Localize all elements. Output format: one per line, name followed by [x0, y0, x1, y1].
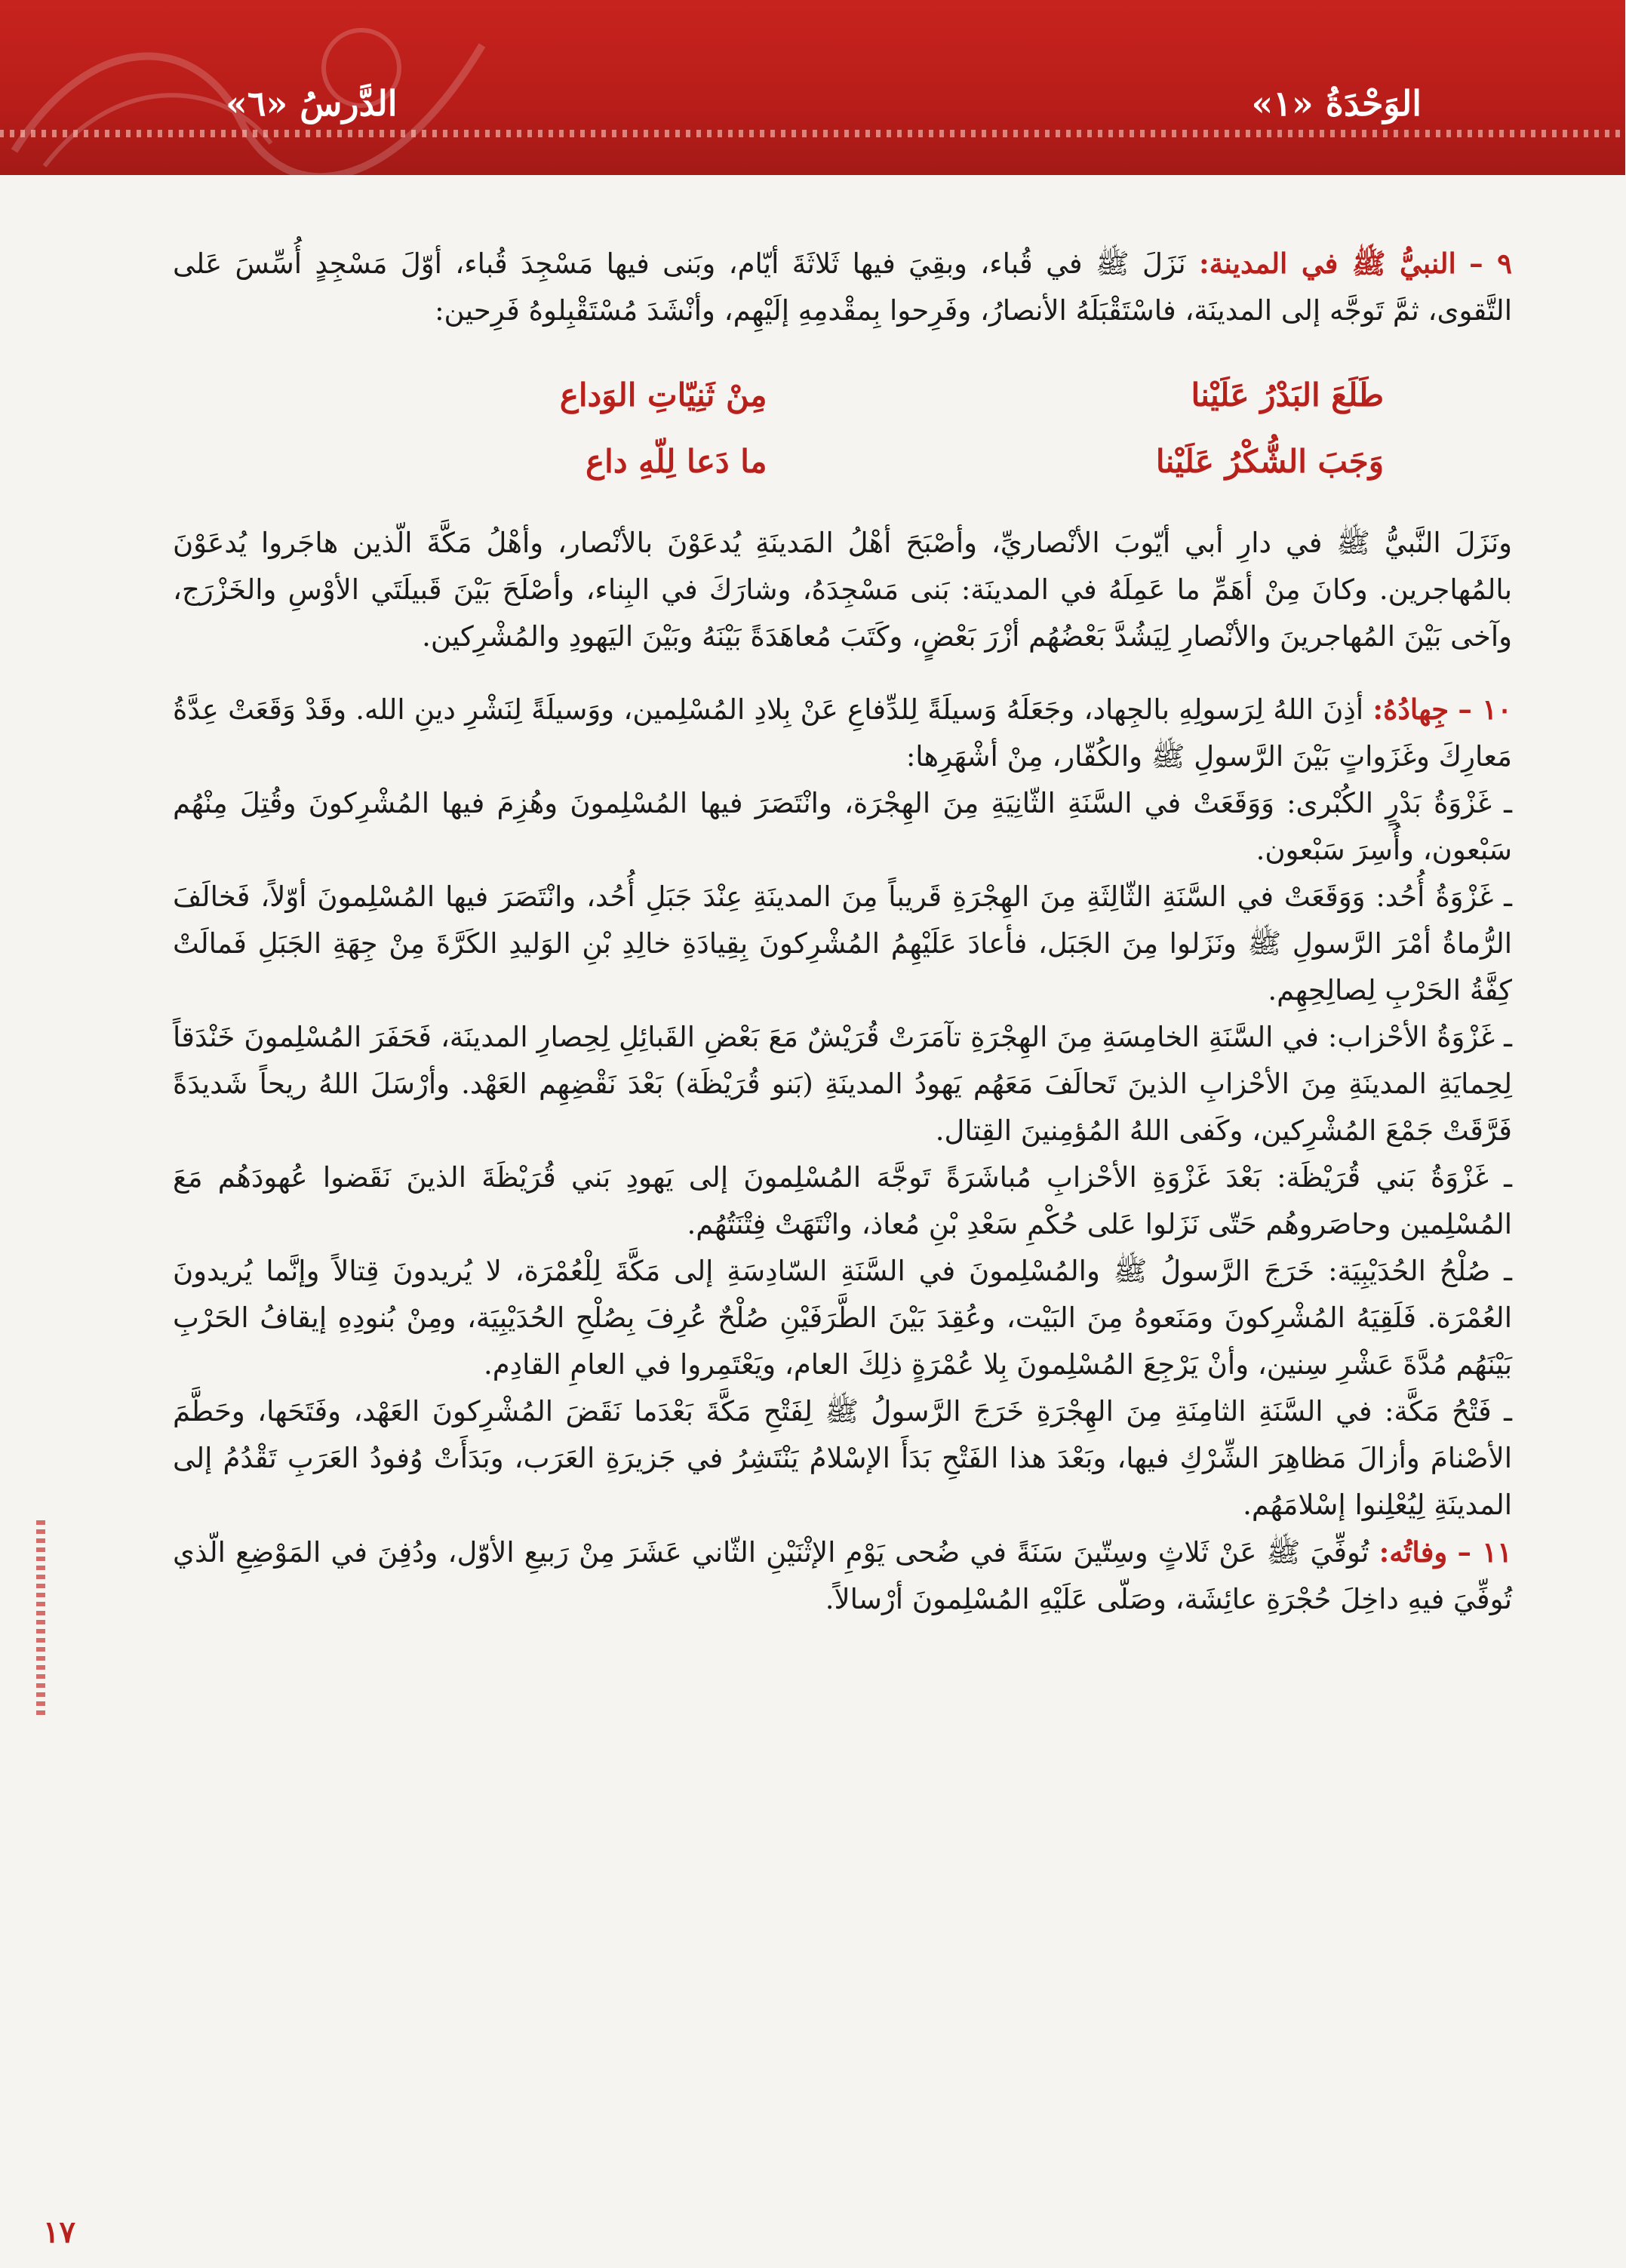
page-number: ١٧ [44, 2214, 76, 2250]
poem-verse: وَجَبَ الشُّكْرُ عَلَيْنا [1156, 443, 1385, 480]
list-item: ـ غَزْوَةُ بَني قُرَيْظَة: بَعْدَ غَزْوَةِ الأحْزابِ مُباشَرَةً تَوجَّهَ المُسْلِمونَ إلى يَهودِ بَني قُرَيْظَةَ الذينَ نَقَضوا عُهودَهُم مَعَ المُسْلِمين وحاصَروهُم حَتّى نَزَلوا عَلى حُكْمِ سَعْدِ بْنِ مُعاذ، وانْتَهَتْ فِتْنَتُهُم. [174, 1154, 1513, 1248]
unit-title: الوَحْدَةُ «١» [1252, 83, 1422, 124]
section-heading: وفاتُه: [1379, 1535, 1449, 1569]
section-text: أذِنَ اللهُ لِرَسولِهِ بالجِهاد، وجَعَلَهُ وَسيلَةً لِلدِّفاعِ عَنْ بِلادِ المُسْلِمين، ووَسيلَةً لِنَشْرِ دينِ الله. وقَدْ وَقَعَتْ عِدَّةُ مَعارِكَ وغَزَواتٍ بَيْنَ الرَّسولِ ﷺ والكُفّار، مِنْ أشْهَرِها: [174, 693, 1513, 773]
section-heading: النبيُّ ﷺ في المدينة: [1200, 247, 1457, 280]
section-number: ١٠ – [1458, 693, 1513, 726]
list-item: ـ فَتْحُ مَكَّة: في السَّنَةِ الثامِنَةِ مِنَ الهِجْرَةِ خَرَجَ الرَّسولُ ﷺ لِفَتْحِ مَكَّةَ بَعْدَما نَقَضَ المُشْرِكونَ العَهْد، وفَتَحَها، وحَطَّمَ الأصْنامَ وأزالَ مَظاهِرَ الشِّرْكِ فيها، وبَعْدَ هذا الفَتْحِ بَدَأَ الإسْلامُ يَنْتَشِرُ في جَزيرَةِ العَرَب، وبَدَأَتْ وُفودُ العَرَبِ تَقْدُمُ إلى المدينَةِ لِيُعْلِنوا إسْلامَهُم. [174, 1388, 1513, 1529]
banner-border [0, 130, 1626, 137]
header-banner [0, 0, 1626, 175]
section-text: تُوفِّيَ ﷺ عَنْ ثَلاثٍ وسِتّينَ سَنَةً في ضُحى يَوْمِ الإثْنَيْنِ الثّاني عَشَرَ مِنْ رَبيعِ الأوّل، ودُفِنَ في المَوْضِعِ الّذي تُوفِّيَ فيهِ داخِلَ حُجْرَةِ عائِشَة، وصَلّى عَلَيْهِ المُسْلِمونَ أرْسالاً. [174, 1536, 1513, 1615]
section-text: نَزَلَ ﷺ في قُباء، وبقِيَ فيها ثَلاثَةَ أيّام، وبَنى فيها مَسْجِدَ قُباء، أوّلَ مَسْجِدٍ أُسِّسَ عَلى التَّقوى، ثمَّ تَوجَّه إلى المدينَة، فاسْتَقْبَلَهُ الأنصارُ، وفَرِحوا بِمقْدمِهِ إلَيْهِم، وأنْشَدَ مُسْتَقْبِلوهُ فَرِحين: [174, 247, 1513, 327]
list-item: ـ غَزْوَةُ أُحُد: وَوَقَعَتْ في السَّنَةِ الثّالِثَةِ مِنَ الهِجْرَةِ قَريباً مِنَ المدينَةِ عِنْدَ جَبَلِ أُحُد، وانْتَصَرَ فيها المُسْلِمونَ أوّلاً، فَخالَفَ الرُّماةُ أمْرَ الرَّسولِ ﷺ ونَزَلوا مِنَ الجَبَل، فأعادَ عَلَيْهِمُ المُشْرِكونَ بِقِيادَةِ خالِدِ بْنِ الوَليدِ الكَرَّةَ مِنْ جِهَةِ الجَبَلِ فَمالَتْ كِفَّةُ الحَرْبِ لِصالِحِهِم. [174, 874, 1513, 1014]
list-item: ـ صُلْحُ الحُدَيْبِيَة: خَرَجَ الرَّسولُ ﷺ والمُسْلِمونَ في السَّنَةِ السّادِسَةِ إلى مَكَّةَ لِلْعُمْرَة، لا يُريدونَ قِتالاً وإنَّما يُريدونَ العُمْرَة. فَلَقِيَهُ المُشْرِكونَ ومَنَعوهُ مِنَ البَيْت، وعُقِدَ بَيْنَ الطَّرَفَيْنِ صُلْحٌ عُرِفَ بِصُلْحِ الحُدَيْبِيَة، ومِنْ بُنودِهِ إيقافُ الحَرْبِ بَيْنَهُم مُدَّةَ عَشْرِ سِنين، وأنْ يَرْجِعَ المُسْلِمونَ بِلا عُمْرَةٍ ذلِكَ العام، ويَعْتَمِروا في العامِ القادِم. [174, 1248, 1513, 1388]
sidebar [0, 528, 83, 1962]
poem-verse: مِنْ ثَنِيّاتِ الوَداع [560, 376, 768, 413]
main-content [174, 240, 1513, 1649]
section-heading: جِهادُهُ: [1373, 693, 1450, 726]
section-10 [174, 686, 1513, 780]
lesson-title: الدَّرسُ «٦» [226, 83, 398, 124]
sidebar-divider [37, 1520, 46, 1716]
list-item: ـ غَزْوَةُ بَدْرٍ الكُبْرى: وَوَقَعَتْ في السَّنَةِ الثّانِيَةِ مِنَ الهِجْرَة، وانْتَصَرَ فيها المُسْلِمونَ وهُزِمَ فيها المُشْرِكونَ وقُتِلَ مِنْهُم سَبْعون، وأُسِرَ سَبْعون. [174, 780, 1513, 874]
poem [174, 360, 1513, 512]
poem-verse: ما دَعا لِلّهِ داع [586, 443, 768, 480]
section-9-continued: ونَزَلَ النَّبيُّ ﷺ في دارِ أبي أيّوبَ الأنْصاريِّ، وأصْبَحَ أهْلُ المَدينَةِ يُدعَوْنَ بالأنْصار، وأهْلُ مَكَّةَ الّذين هاجَروا يُدعَوْنَ بالمُهاجرين. وكانَ مِنْ أهَمِّ ما عَمِلَهُ في المدينَة: بَنى مَسْجِدَهُ، وشارَكَ في البِناء، وأصْلَحَ بَيْنَ قَبيلَتَي الأوْسِ والخَزْرَج، وآخى بَيْنَ المُهاجرينَ والأنْصارِ لِيَشُدَّ بَعْضُهُم أزْرَ بَعْضٍ، وكَتَبَ مُعاهَدَةً بَيْنَهُ وبَيْنَ اليَهودِ والمُشْرِكين. [174, 527, 1513, 653]
section-11 [174, 1529, 1513, 1623]
section-9 [174, 240, 1513, 334]
list-item: ـ غَزْوَةُ الأحْزاب: في السَّنَةِ الخامِسَةِ مِنَ الهِجْرَةِ تآمَرَتْ قُرَيْشٌ مَعَ بَعْضِ القَبائِلِ لِحِصارِ المدينَة، فَحَفَرَ المُسْلِمونَ خَنْدَقاً لِحِمايَةِ المدينَةِ مِنَ الأحْزابِ الذينَ تَحالَفَ مَعَهُم يَهودُ المدينَةِ (بَنو قُرَيْظَة) بَعْدَ نَقْضِهِم العَهْد. وأرْسَلَ اللهُ ريحاً شَديدَةً فَرَّقَتْ جَمْعَ المُشْرِكين، وكَفى اللهُ المُؤمِنينَ القِتال. [174, 1014, 1513, 1154]
section-number: ١١ – [1458, 1535, 1513, 1569]
poem-verse: طَلَعَ البَدْرُ عَلَيْنا [1191, 376, 1385, 413]
section-number: ٩ – [1470, 247, 1513, 280]
